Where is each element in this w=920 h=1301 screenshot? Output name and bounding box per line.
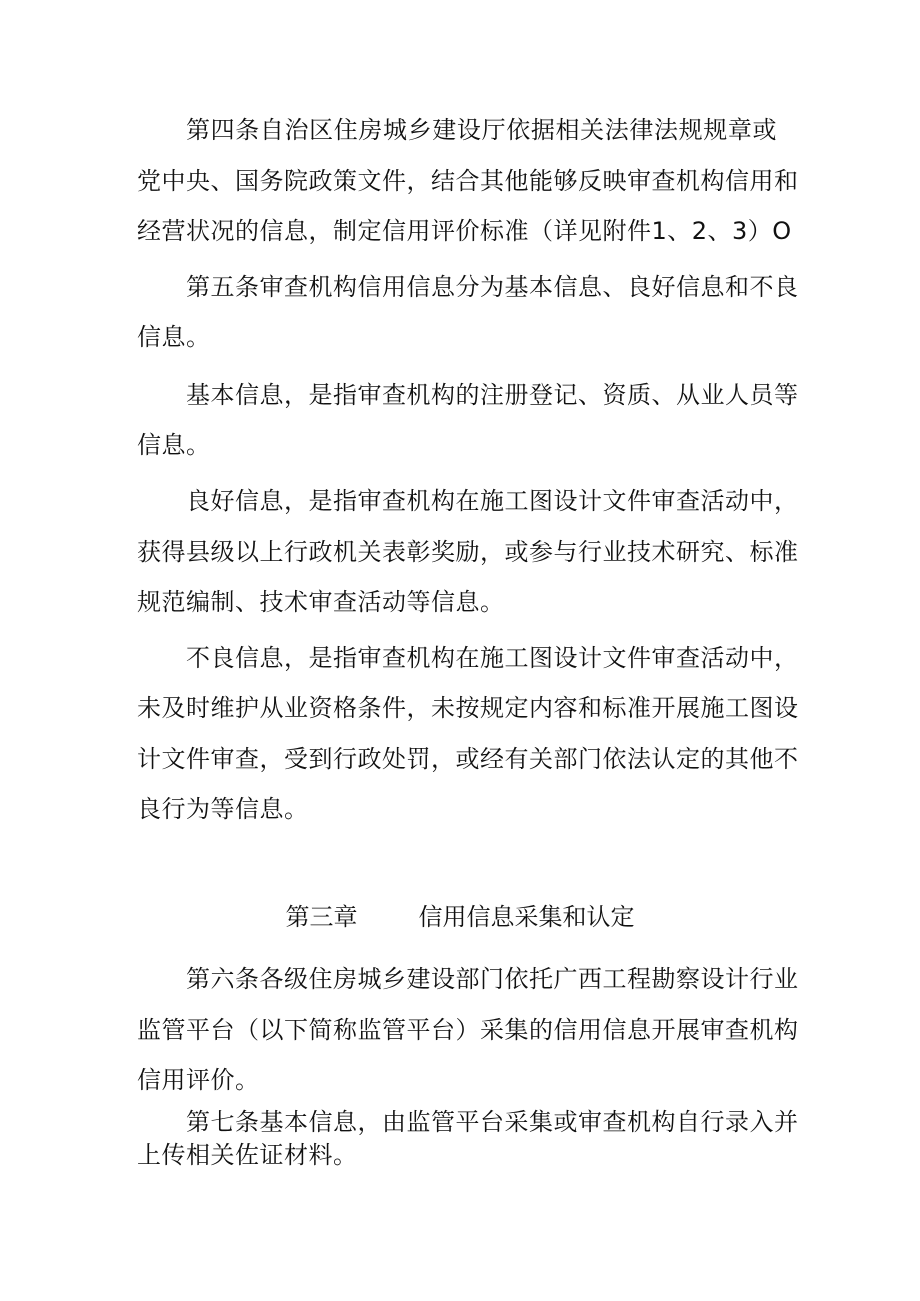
chapter-3-title: 第三章 信用信息采集和认定	[285, 903, 635, 931]
article-7-line-2: 上传相关佐证材料。	[137, 1141, 358, 1169]
article-4-line-1: 第四条自治区住房城乡建设厅依据相关法律法规规章或	[186, 116, 777, 144]
article-5-line-1: 第五条审查机构信用信息分为基本信息、良好信息和不良	[186, 273, 799, 301]
bad-info-line-2: 未及时维护从业资格条件，未按规定内容和标准开展施工图设	[137, 694, 799, 722]
good-info-line-3: 规范编制、技术审查活动等信息。	[137, 588, 505, 616]
article-4-line-2: 党中央、国务院政策文件，结合其他能够反映审查机构信用和	[137, 167, 799, 195]
bad-info-line-4: 良行为等信息。	[137, 795, 309, 823]
article-6-line-1: 第六条各级住房城乡建设部门依托广西工程勘察设计行业	[186, 965, 799, 993]
article-7-line-1: 第七条基本信息，由监管平台采集或审查机构自行录入并	[186, 1108, 799, 1136]
article-4-line-3: 经营状况的信息，制定信用评价标准（详见附件1、2、3）O	[137, 217, 792, 245]
article-6-line-3: 信用评价。	[137, 1066, 260, 1094]
article-5-line-2: 信息。	[137, 323, 211, 351]
basic-info-line-1: 基本信息，是指审查机构的注册登记、资质、从业人员等	[186, 381, 799, 409]
bad-info-line-1: 不良信息，是指审查机构在施工图设计文件审查活动中，	[186, 644, 799, 672]
basic-info-line-2: 信息。	[137, 431, 211, 459]
good-info-line-1: 良好信息，是指审查机构在施工图设计文件审查活动中，	[186, 487, 799, 515]
good-info-line-2: 获得县级以上行政机关表彰奖励，或参与行业技术研究、标准	[137, 538, 799, 566]
bad-info-line-3: 计文件审查，受到行政处罚，或经有关部门依法认定的其他不	[137, 745, 799, 773]
article-6-line-2: 监管平台（以下简称监管平台）采集的信用信息开展审查机构	[137, 1016, 799, 1044]
